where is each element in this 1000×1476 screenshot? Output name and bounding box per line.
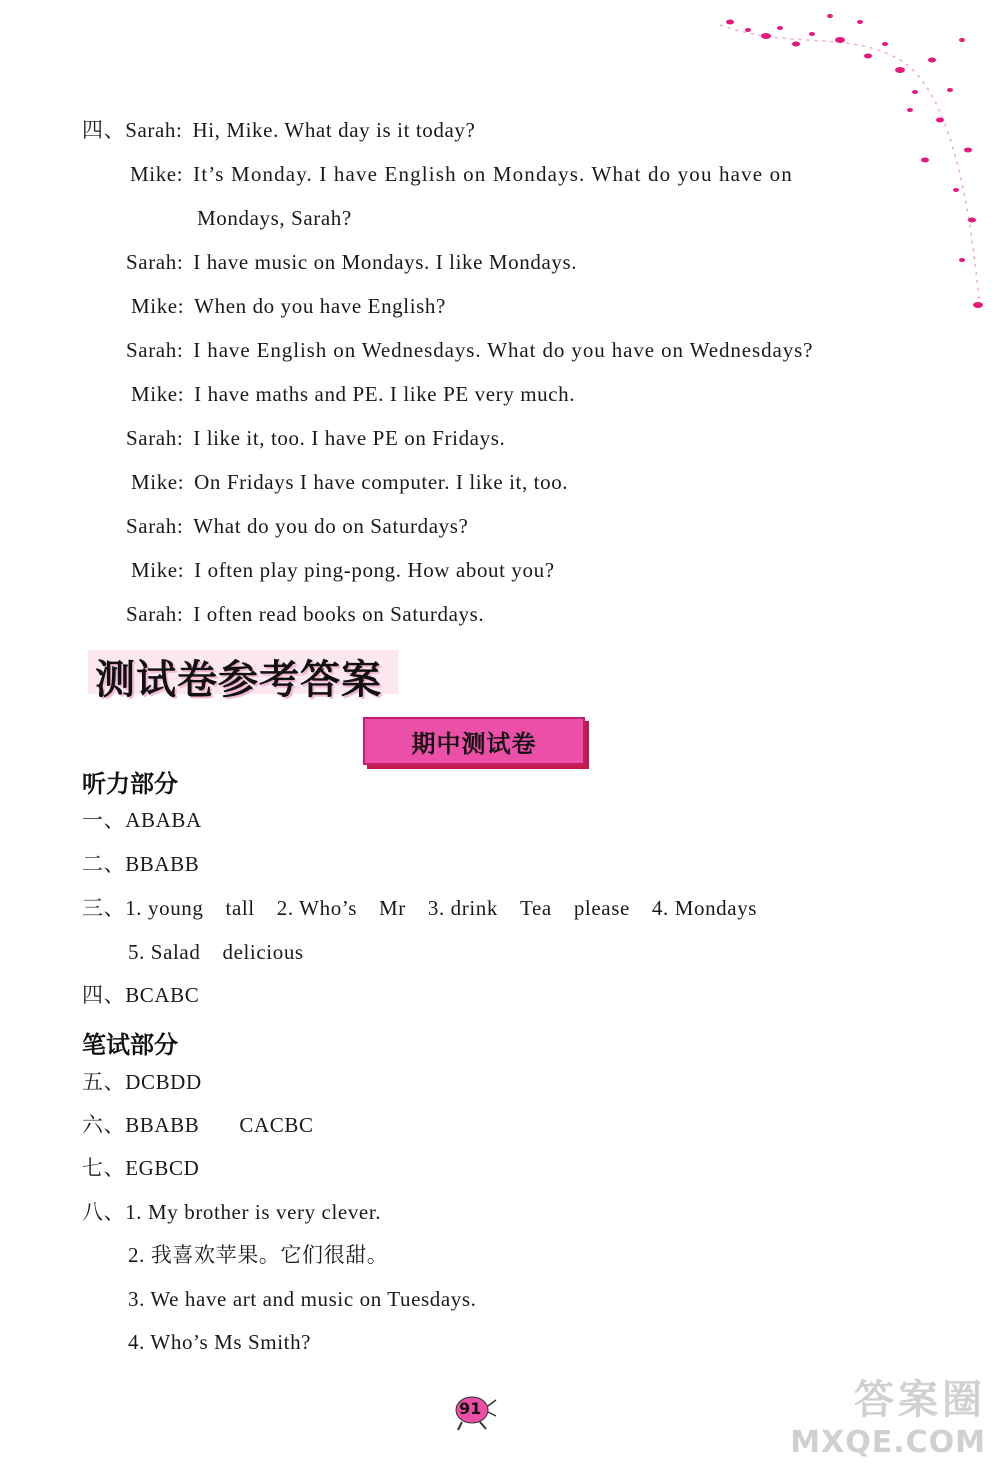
- page-number: 91: [459, 1399, 482, 1418]
- exam-badge: [363, 717, 585, 765]
- speaker: Sarah:: [126, 338, 184, 362]
- answer-row: [82, 1154, 199, 1182]
- answer-text: delicious: [222, 940, 304, 964]
- dialogue-line: [126, 600, 484, 628]
- answer-text: ABABA: [125, 808, 202, 832]
- dialogue-text: Mondays, Sarah?: [197, 206, 352, 230]
- dialogue-line: [126, 336, 813, 364]
- answer-text: Mr: [379, 896, 406, 920]
- answer-row: [82, 981, 199, 1009]
- speaker: Sarah:: [126, 426, 184, 450]
- answer-text: tall: [225, 896, 255, 920]
- dialogue-line: [130, 160, 793, 188]
- section-title: 测试卷参考答案: [95, 657, 382, 703]
- item-number: 八、: [82, 1200, 126, 1224]
- answer-text: please: [573, 896, 630, 920]
- dialogue-line: [126, 248, 577, 276]
- answer-row: [82, 1198, 381, 1226]
- item-number: 四、: [82, 118, 126, 142]
- dialogue-text: Hi, Mike. What day is it today?: [192, 118, 476, 142]
- speaker: Mike:: [130, 162, 184, 186]
- answer-text: CACBC: [239, 1113, 314, 1137]
- dialogue-text: I like it, too. I have PE on Fridays.: [193, 426, 506, 450]
- answer-text: Tea: [520, 896, 552, 920]
- dialogue-text: I have maths and PE. I like PE very much.: [194, 382, 576, 406]
- answer-text: 1. My brother is very clever.: [125, 1200, 382, 1224]
- item-number: 一、: [82, 808, 126, 832]
- speaker: Mike:: [131, 382, 185, 406]
- answer-row: [82, 894, 757, 922]
- dialogue-text: I have music on Mondays. I like Mondays.: [193, 250, 578, 274]
- answer-text: 2. Who’s: [276, 896, 357, 920]
- dialogue-line: [131, 468, 568, 496]
- dialogue-text: I often play ping-pong. How about you?: [194, 558, 555, 582]
- listening-heading: 听力部分: [82, 770, 178, 798]
- dialogue-line: [126, 512, 468, 540]
- answer-row: [128, 938, 304, 966]
- answer-text: 4. Mondays: [651, 896, 758, 920]
- watermark: [790, 1368, 986, 1460]
- answer-text: 5. Salad: [128, 940, 201, 964]
- dialogue-number: [82, 116, 475, 144]
- written-heading: 笔试部分: [82, 1031, 178, 1059]
- answer-text: 3. drink: [427, 896, 499, 920]
- dialogue-text: On Fridays I have computer. I like it, too.: [194, 470, 569, 494]
- answer-text: 2. 我喜欢苹果。它们很甜。: [128, 1243, 389, 1267]
- answer-row: [128, 1285, 477, 1313]
- answer-row: [82, 850, 199, 878]
- answer-row: [82, 806, 202, 834]
- answer-text: BCABC: [125, 983, 200, 1007]
- speaker: Sarah:: [126, 514, 184, 538]
- answer-text: 4. Who’s Ms Smith?: [128, 1330, 312, 1354]
- dialogue-line: [131, 380, 575, 408]
- dialogue-line: [126, 424, 505, 452]
- answer-row: [82, 1068, 202, 1096]
- dialogue-text: I often read books on Saturdays.: [193, 602, 485, 626]
- dialogue-text: When do you have English?: [194, 294, 446, 318]
- dialogue-text: What do you do on Saturdays?: [193, 514, 469, 538]
- watermark-logo: 答案圈: [854, 1377, 986, 1423]
- answer-text: 1. young: [125, 896, 204, 920]
- answer-text: BBABB: [125, 852, 200, 876]
- answer-row: [128, 1241, 388, 1269]
- page-number-mascot: [450, 1392, 500, 1432]
- answer-text: DCBDD: [125, 1070, 202, 1094]
- item-number: 四、: [82, 983, 126, 1007]
- item-number: 五、: [82, 1070, 126, 1094]
- answer-row: [82, 1111, 314, 1139]
- answer-row: [128, 1328, 311, 1356]
- badge-label: 期中测试卷: [411, 729, 537, 758]
- item-number: 七、: [82, 1156, 126, 1180]
- speaker: Sarah:: [126, 602, 184, 626]
- dialogue-line: [197, 204, 352, 232]
- dialogue-text: It’s Monday. I have English on Mondays. What do you have on: [193, 162, 793, 186]
- speaker: Sarah:: [125, 118, 183, 142]
- answer-text: BBABB: [125, 1113, 200, 1137]
- answer-text: EGBCD: [125, 1156, 200, 1180]
- dialogue-text: I have English on Wednesdays. What do you have on Wednesdays?: [193, 338, 814, 362]
- item-number: 二、: [82, 852, 126, 876]
- answer-text: 3. We have art and music on Tuesdays.: [128, 1287, 477, 1311]
- item-number: 六、: [82, 1113, 126, 1137]
- dialogue-line: [131, 556, 555, 584]
- speaker: Mike:: [131, 558, 185, 582]
- speaker: Mike:: [131, 470, 185, 494]
- speaker: Mike:: [131, 294, 185, 318]
- item-number: 三、: [82, 896, 126, 920]
- speaker: Sarah:: [126, 250, 184, 274]
- watermark-url: MXQE.COM: [790, 1425, 986, 1460]
- dialogue-line: [131, 292, 446, 320]
